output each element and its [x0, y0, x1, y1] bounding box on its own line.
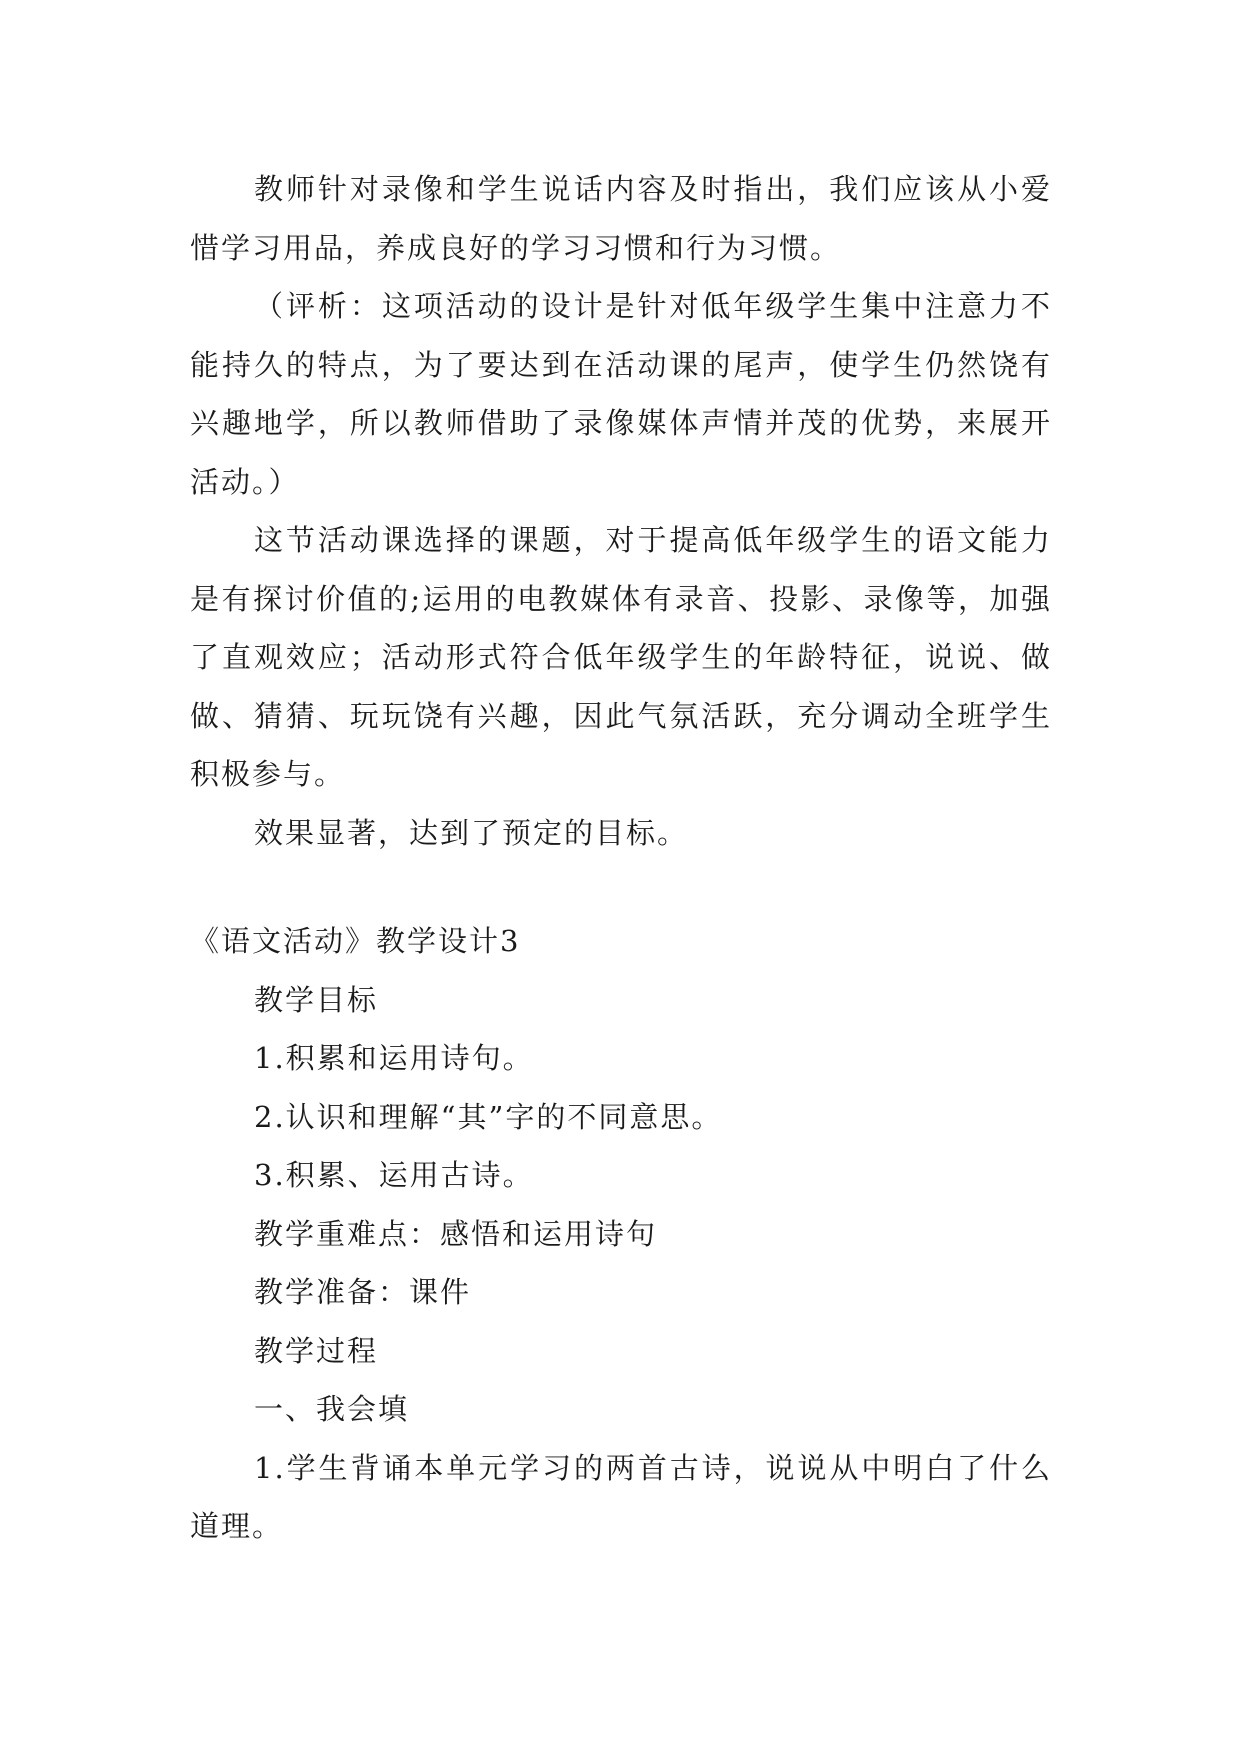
key-points: 教学重难点：感悟和运用诗句: [254, 1216, 658, 1251]
section-title: 《语文活动》教学设计3: [190, 924, 521, 958]
section-1-body: [190, 160, 1052, 862]
goal-item-3: 3.积累、运用古诗。: [254, 1158, 534, 1192]
paragraph-analysis: （评析：这项活动的设计是针对低年级学生集中注意力不能持久的特点，为了要达到在活动课的尾声，使学生仍然饶有兴趣地学，所以教师借助了录像媒体声情并茂的优势，来展开活动。）: [190, 289, 1052, 499]
step-1-item: 1.学生背诵本单元学习的两首古诗，说说从中明白了什么道理。: [190, 1450, 1052, 1543]
preparation: 教学准备：课件: [254, 1275, 472, 1309]
goal-heading: 教学目标: [254, 982, 379, 1017]
goal-item-1: 1.积累和运用诗句。: [254, 1041, 534, 1075]
goal-item-2: 2.认识和理解“其”字的不同意思。: [254, 1099, 723, 1134]
section-2-body: [190, 912, 1052, 1556]
step-1-heading: 一、我会填: [254, 1392, 410, 1426]
paragraph-teacher-summary: 教师针对录像和学生说话内容及时指出，我们应该从小爱惜学习用品，养成良好的学习习惯和行为习惯。: [190, 172, 1052, 265]
paragraph-result: 效果显著，达到了预定的目标。: [254, 815, 689, 850]
paragraph-topic-evaluation: 这节活动课选择的课题，对于提高低年级学生的语文能力是有探讨价值的;运用的电教媒体有录音、投影、录像等，加强了直观效应；活动形式符合低年级学生的年龄特征，说说、做做、猜猜、玩玩饶有兴趣，因此气氛活跃，充分调动全班学生积极参与。: [190, 523, 1052, 791]
process-heading: 教学过程: [254, 1333, 379, 1368]
